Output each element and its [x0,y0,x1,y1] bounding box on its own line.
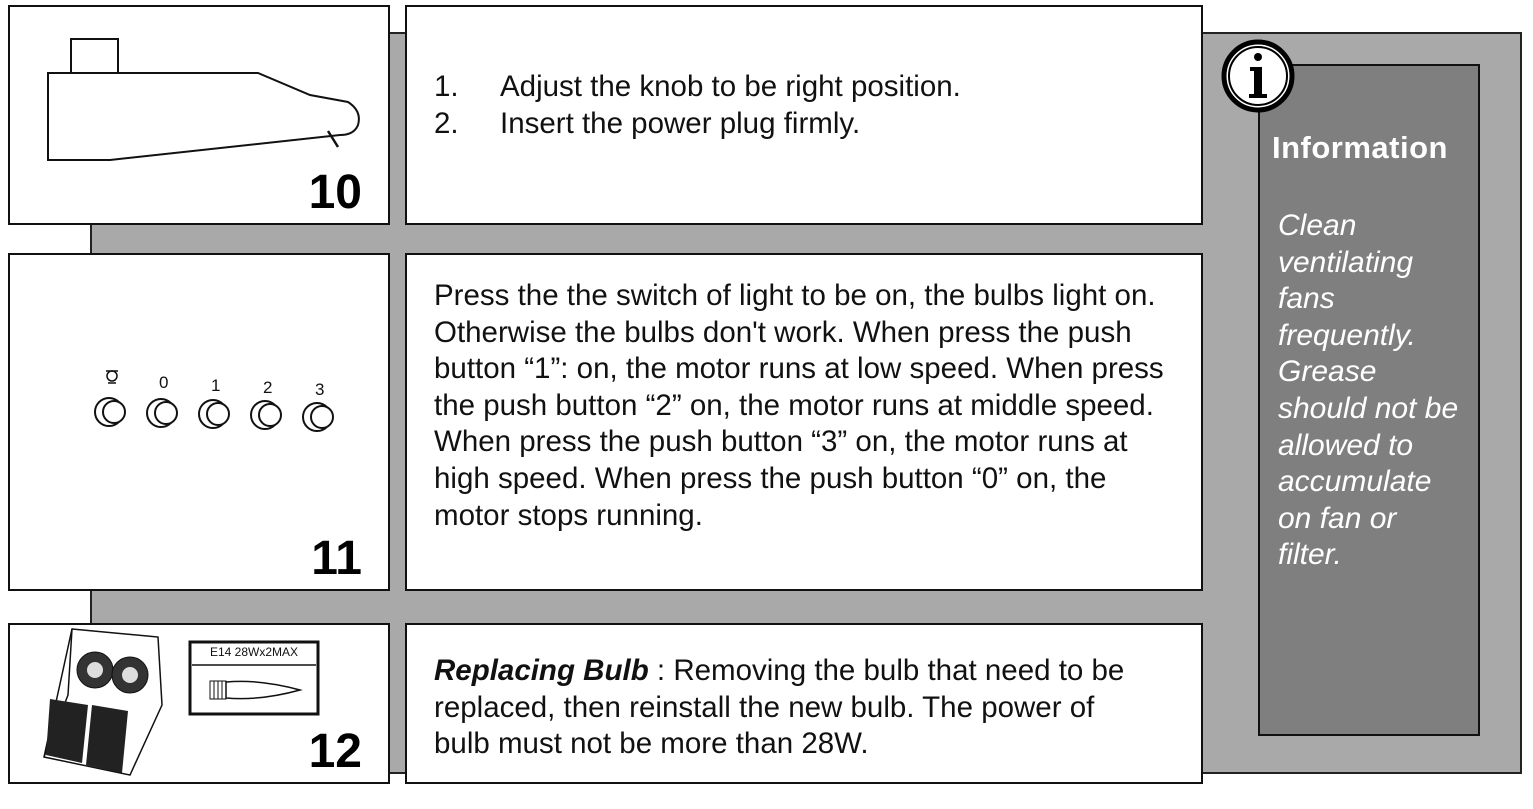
step-number: 12 [308,725,362,778]
text-box-10 [405,5,1203,225]
speed-push-button [199,400,229,428]
list-item: 1. Adjust the knob to be right position. [434,70,961,103]
information-title: Information [1272,130,1448,165]
speed-push-button [251,401,281,429]
step-number: 11 [311,532,362,585]
separator: : [648,654,674,687]
button-label: 0 [159,373,169,392]
speed-push-button [303,403,333,431]
light-bulb-icon [106,371,118,383]
section-title: Replacing Bulb [434,654,649,687]
info-icon [1220,38,1296,114]
list-item: 2. Insert the power plug firmly. [434,106,861,140]
paragraph-text: Removing the bulb that need to be replaced, then reinstall the new bulb. The power of bulb must not be more than 28W. [434,654,1125,761]
bulb-spec-label: E14 28Wx2MAX [210,645,299,659]
button-label: 2 [263,378,273,397]
information-panel [1258,64,1480,736]
paragraph: Press the the switch of light to be on, the bulbs light on. Otherwise the bulbs don't work. When press the push button “1”: on, the motor runs at low speed. When press the push button “2” on, the motor runs at middle speed. When press the push button “3” on, the motor runs at high speed. When press the push button “0” on, the motor stops running. [434,279,1164,532]
illustration-box-10 [8,5,390,225]
information-text: Clean ventilating fans frequently. Grease should not be allowed to accumulate on fan or filter. [1278,209,1459,572]
paragraph [434,653,1134,763]
text-box-12 [405,623,1203,784]
illustration-box-12 [8,623,390,784]
step-list [434,69,961,142]
button-label: 3 [315,380,325,399]
speed-push-button [147,399,177,427]
light-push-button [95,398,125,426]
illustration-box-11 [8,253,390,591]
button-label: 1 [211,376,221,395]
step-number: 10 [308,166,362,219]
text-box-11 [405,253,1203,591]
